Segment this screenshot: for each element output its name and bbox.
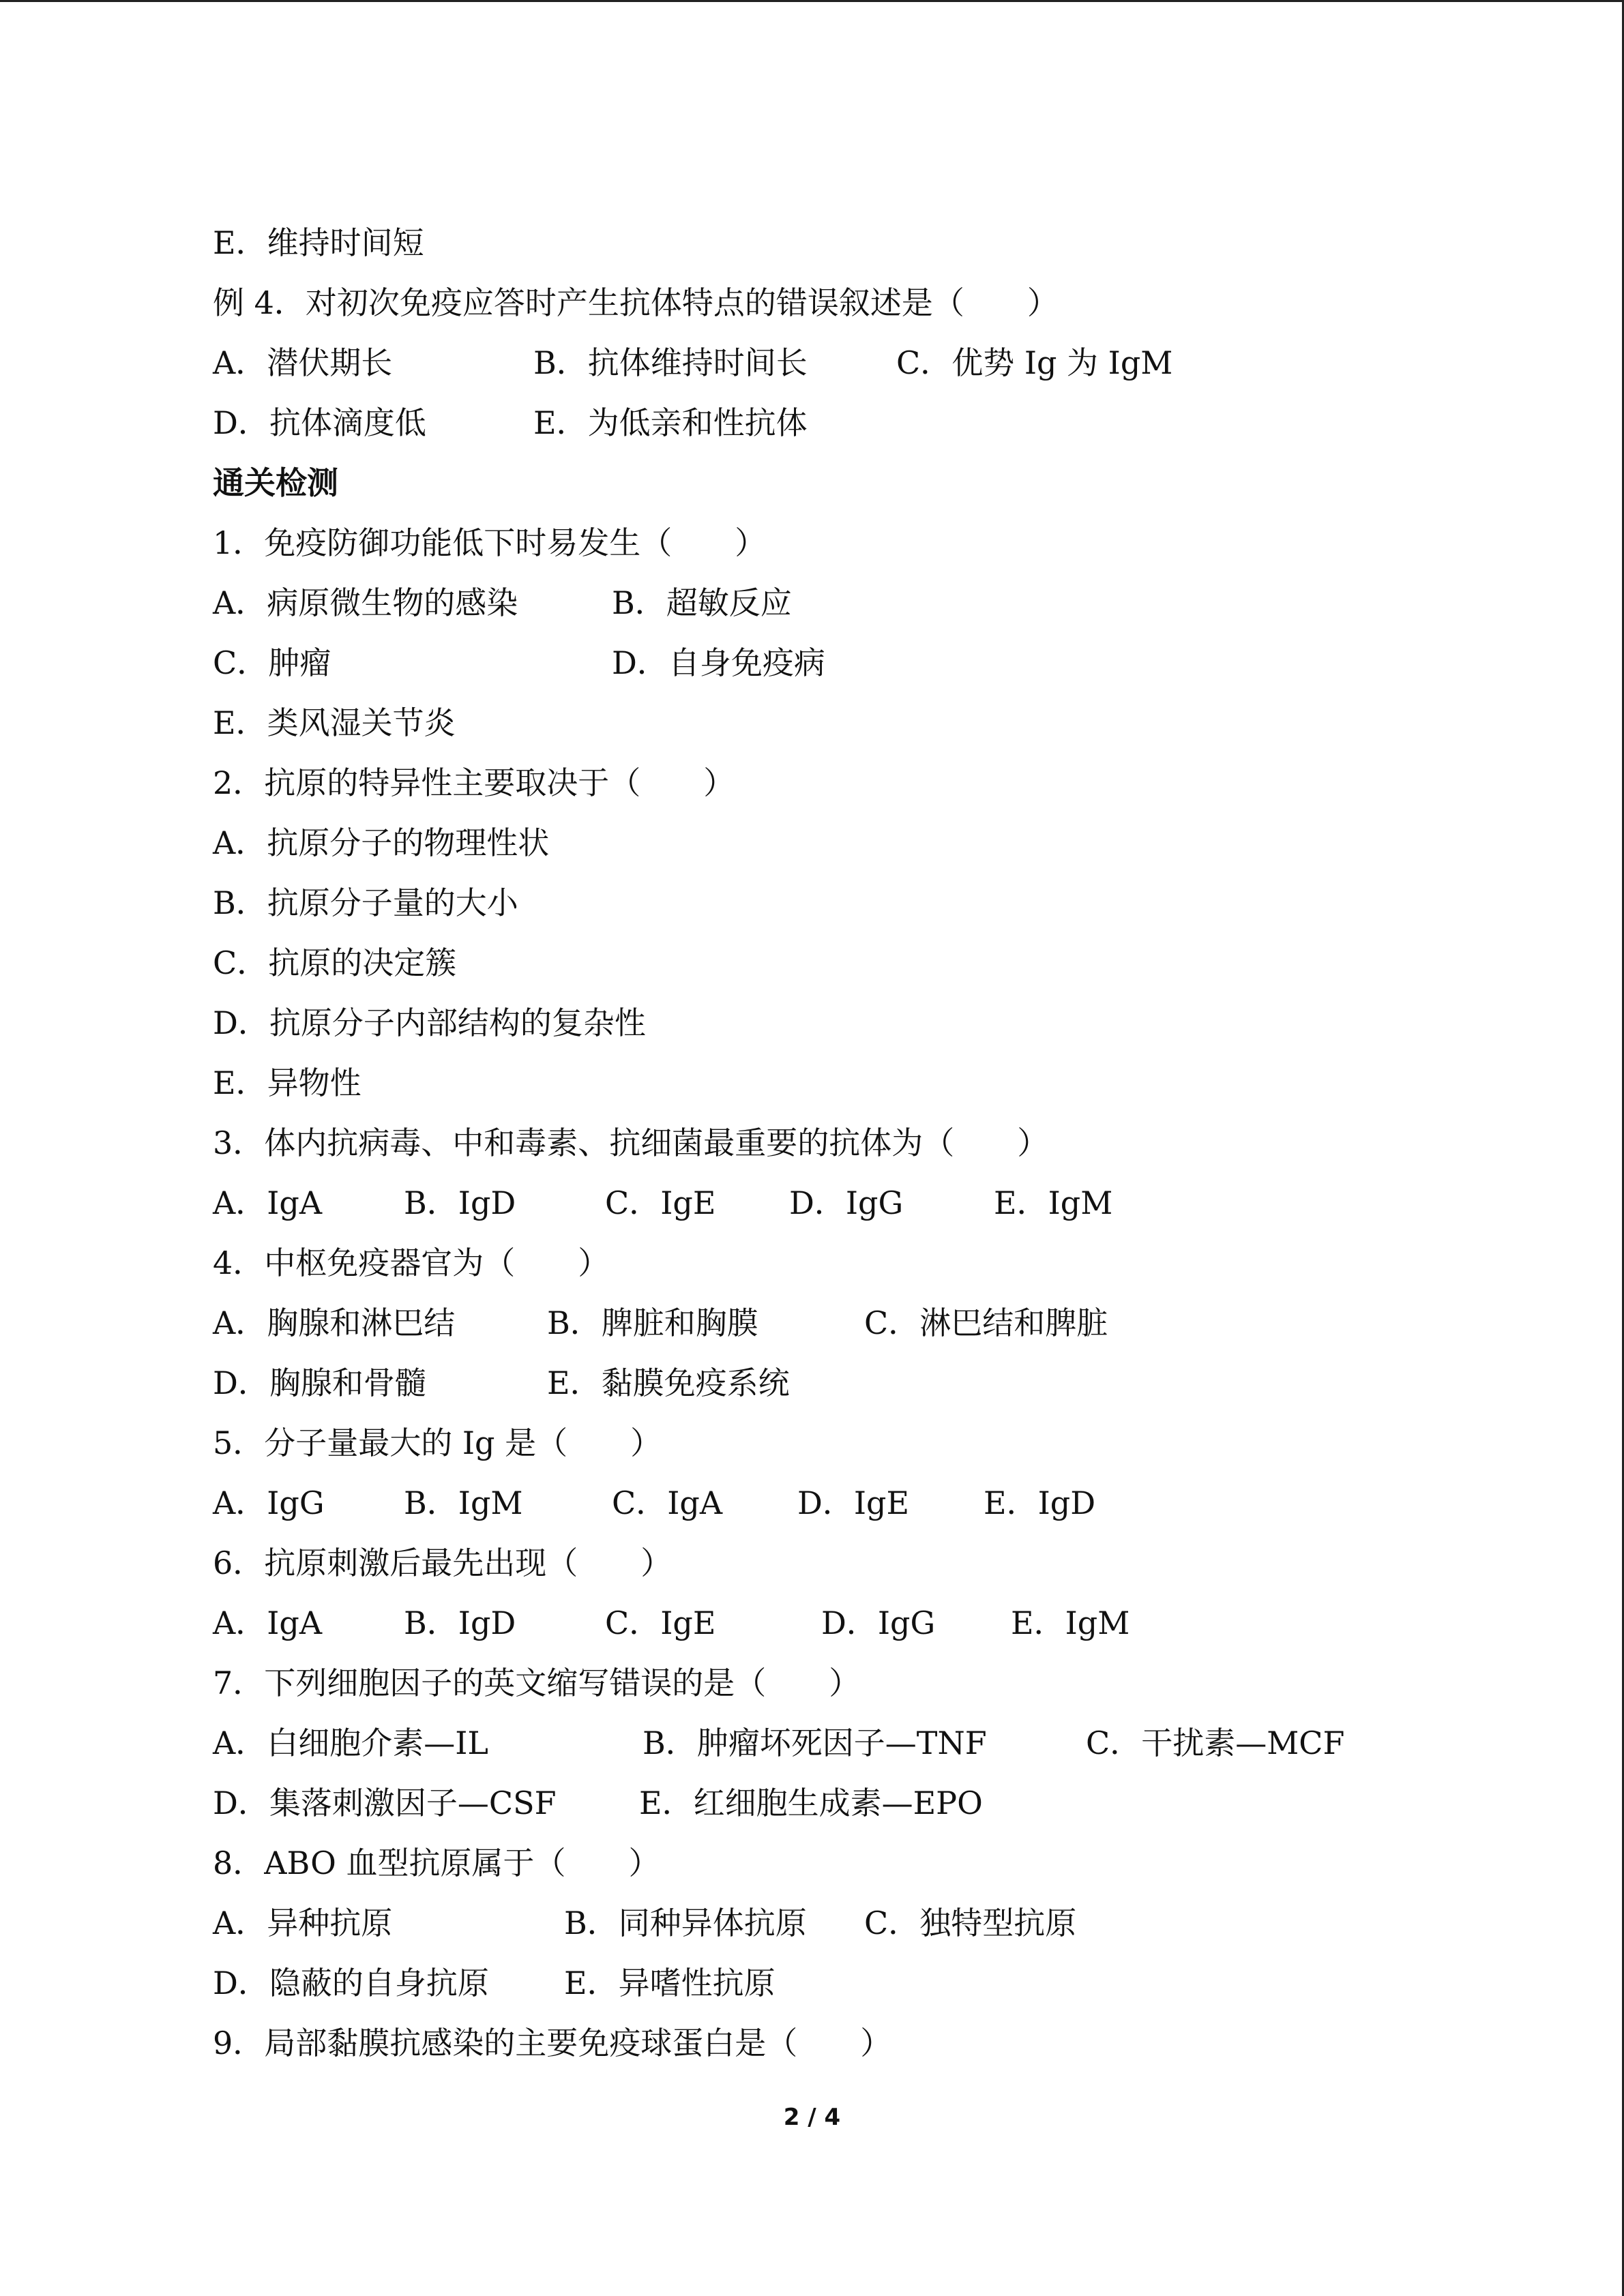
answer-option: E．维持时间短 (213, 224, 424, 261)
answer-option: D．胸腺和骨髓 (213, 1365, 426, 1401)
answer-option: B．肿瘤坏死因子—TNF (643, 1725, 987, 1761)
answer-option: C．IgA (612, 1485, 723, 1521)
answer-option: B．IgD (404, 1184, 516, 1221)
option-row (213, 1053, 1509, 1113)
option-row (213, 1173, 1509, 1233)
option-row (213, 933, 1509, 993)
question-stem: 3．体内抗病毒、中和毒素、抗细菌最重要的抗体为（ ） (213, 1124, 1049, 1161)
answer-option: C．独特型抗原 (864, 1905, 1077, 1941)
answer-option: D．IgG (789, 1184, 904, 1221)
question-stem: 8．ABO 血型抗原属于（ ） (213, 1845, 660, 1881)
option-row (213, 573, 1509, 633)
answer-option: A．潜伏期长 (213, 344, 393, 381)
option-row (213, 693, 1509, 753)
option-row (213, 1953, 1509, 2013)
option-row (213, 873, 1509, 933)
answer-option: B．IgM (404, 1485, 523, 1521)
answer-option: E．黏膜免疫系统 (547, 1365, 790, 1401)
option-row (213, 1473, 1509, 1533)
answer-option: D．抗原分子内部结构的复杂性 (213, 1004, 646, 1041)
answer-option: C．抗原的决定簇 (213, 944, 457, 981)
option-row (213, 393, 1509, 453)
answer-option: D．自身免疫病 (612, 644, 825, 681)
section-title: 通关检测 (213, 464, 338, 501)
option-row (213, 993, 1509, 1053)
document-body (213, 213, 1509, 2073)
option-row (213, 333, 1509, 393)
option-row (213, 1293, 1509, 1353)
answer-option: D．IgE (797, 1485, 910, 1521)
option-row (213, 633, 1509, 693)
answer-option: A．白细胞介素—IL (213, 1725, 488, 1761)
option-row (213, 1893, 1509, 1953)
answer-option: E．IgM (994, 1184, 1113, 1221)
option-row (213, 1353, 1509, 1413)
answer-option: C．肿瘤 (213, 644, 331, 681)
answer-option: A．异种抗原 (213, 1905, 393, 1941)
page-border-top (0, 0, 1624, 2)
answer-option: C．IgE (605, 1184, 716, 1221)
option-row (213, 1773, 1509, 1833)
option-row (213, 1593, 1509, 1653)
option-row (213, 813, 1509, 873)
answer-option: B．抗原分子量的大小 (213, 884, 518, 921)
answer-option: B．超敏反应 (612, 584, 792, 621)
question-stem: 4．中枢免疫器官为（ ） (213, 1244, 610, 1281)
question-stem: 6．抗原刺激后最先出现（ ） (213, 1545, 673, 1581)
option-row (213, 1713, 1509, 1773)
answer-option: D．隐蔽的自身抗原 (213, 1965, 489, 2001)
answer-option: D．抗体滴度低 (213, 404, 426, 441)
question-stem: 例 4．对初次免疫应答时产生抗体特点的错误叙述是（ ） (213, 284, 1059, 321)
question-stem: 7．下列细胞因子的英文缩写错误的是（ ） (213, 1665, 861, 1701)
answer-option: E．IgM (1011, 1605, 1130, 1641)
answer-option: D．集落刺激因子—CSF (213, 1785, 557, 1821)
question-stem: 2．抗原的特异性主要取决于（ ） (213, 764, 735, 801)
option-row (213, 213, 1509, 273)
answer-option: E．为低亲和性抗体 (533, 404, 808, 441)
answer-option: C．优势 Ig 为 IgM (896, 344, 1173, 381)
page-number: 2 / 4 (783, 2104, 841, 2131)
answer-option: A．抗原分子的物理性状 (213, 824, 550, 861)
answer-option: E．IgD (984, 1485, 1096, 1521)
answer-option: C．干扰素—MCF (1086, 1725, 1345, 1761)
answer-option: E．红细胞生成素—EPO (639, 1785, 983, 1821)
answer-option: E．异物性 (213, 1064, 361, 1101)
answer-option: D．IgG (821, 1605, 936, 1641)
answer-option: C．IgE (605, 1605, 716, 1641)
answer-option: E．异嗜性抗原 (564, 1965, 776, 2001)
answer-option: B．同种异体抗原 (564, 1905, 807, 1941)
question-stem: 1．免疫防御功能低下时易发生（ ） (213, 524, 767, 561)
answer-option: C．淋巴结和脾脏 (864, 1304, 1108, 1341)
answer-option: B．IgD (404, 1605, 516, 1641)
answer-option: A．IgA (213, 1184, 323, 1221)
answer-option: A．胸腺和淋巴结 (213, 1304, 456, 1341)
answer-option: A．病原微生物的感染 (213, 584, 518, 621)
question-stem: 5．分子量最大的 Ig 是（ ） (213, 1425, 662, 1461)
answer-option: E．类风湿关节炎 (213, 704, 456, 741)
answer-option: B．抗体维持时间长 (533, 344, 808, 381)
answer-option: A．IgG (213, 1485, 325, 1521)
answer-option: A．IgA (213, 1605, 323, 1641)
answer-option: B．脾脏和胸膜 (547, 1304, 758, 1341)
question-stem: 9．局部黏膜抗感染的主要免疫球蛋白是（ ） (213, 2025, 892, 2061)
